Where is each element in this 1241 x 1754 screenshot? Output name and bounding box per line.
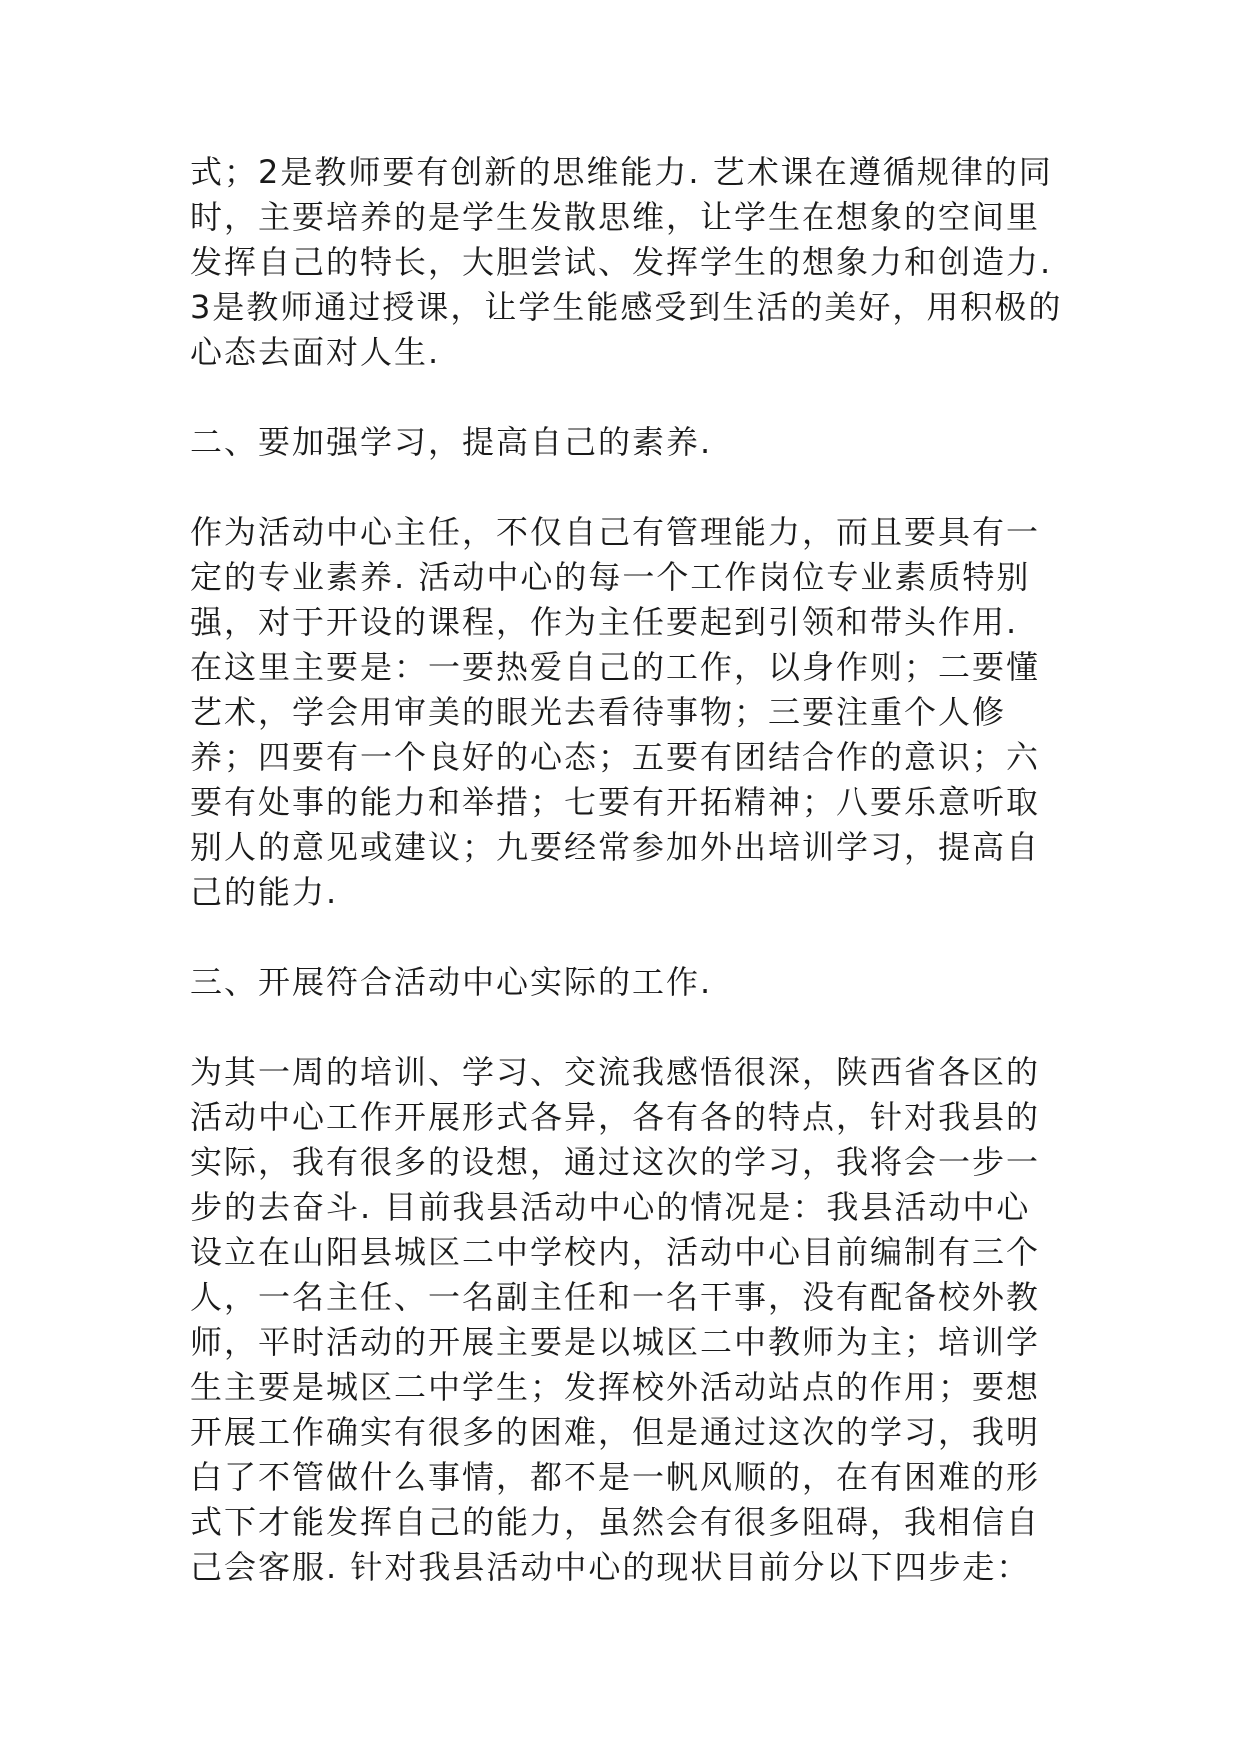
paragraph-spacer <box>190 465 1060 510</box>
paragraph-spacer <box>190 915 1060 960</box>
text-line: 己的能力. <box>190 873 339 911</box>
text-line: 强，对于开设的课程，作为主任要起到引领和带头作用. <box>190 603 1019 641</box>
heading-line: 三、开展符合活动中心实际的工作. <box>190 963 713 1001</box>
text-line: 实际，我有很多的设想，通过这次的学习，我将会一步一 <box>190 1143 1041 1181</box>
text-line: 式；2是教师要有创新的思维能力. 艺术课在遵循规律的同 <box>190 153 1053 191</box>
text-line: 定的专业素养. 活动中心的每一个工作岗位专业素质特别 <box>190 558 1031 596</box>
text-line: 开展工作确实有很多的困难，但是通过这次的学习，我明 <box>190 1413 1041 1451</box>
text-line: 在这里主要是：一要热爱自己的工作，以身作则；二要懂 <box>190 648 1041 686</box>
text-line: 白了不管做什么事情，都不是一帆风顺的，在有困难的形 <box>190 1458 1041 1496</box>
text-line: 人，一名主任、一名副主任和一名干事，没有配备校外教 <box>190 1278 1041 1316</box>
paragraph-1 <box>190 150 1063 375</box>
text-line: 3是教师通过授课，让学生能感受到生活的美好，用积极的 <box>190 288 1063 326</box>
paragraph-2 <box>190 510 1060 915</box>
text-line: 作为活动中心主任，不仅自己有管理能力，而且要具有一 <box>190 513 1041 551</box>
text-line: 要有处事的能力和举措；七要有开拓精神；八要乐意听取 <box>190 783 1041 821</box>
text-line: 心态去面对人生. <box>190 333 441 371</box>
paragraph-3 <box>190 1050 1060 1590</box>
heading-line: 二、要加强学习，提高自己的素养. <box>190 423 713 461</box>
text-line: 发挥自己的特长，大胆尝试、发挥学生的想象力和创造力. <box>190 243 1053 281</box>
section-heading-2 <box>190 420 1060 465</box>
section-heading-3 <box>190 960 1060 1005</box>
text-line: 为其一周的培训、学习、交流我感悟很深，陕西省各区的 <box>190 1053 1041 1091</box>
text-line: 养；四要有一个良好的心态；五要有团结合作的意识；六 <box>190 738 1041 776</box>
paragraph-spacer <box>190 1005 1060 1050</box>
text-line: 生主要是城区二中学生；发挥校外活动站点的作用；要想 <box>190 1368 1041 1406</box>
text-line: 设立在山阳县城区二中学校内，活动中心目前编制有三个 <box>190 1233 1041 1271</box>
text-line: 式下才能发挥自己的能力，虽然会有很多阻碍，我相信自 <box>190 1503 1041 1541</box>
text-line: 步的去奋斗. 目前我县活动中心的情况是：我县活动中心 <box>190 1188 1031 1226</box>
text-line: 己会客服. 针对我县活动中心的现状目前分以下四步走： <box>190 1548 1031 1586</box>
document-body <box>190 150 1063 1590</box>
text-line: 师，平时活动的开展主要是以城区二中教师为主；培训学 <box>190 1323 1041 1361</box>
text-line: 别人的意见或建议；九要经常参加外出培训学习，提高自 <box>190 828 1041 866</box>
text-line: 活动中心工作开展形式各异，各有各的特点，针对我县的 <box>190 1098 1041 1136</box>
text-line: 艺术，学会用审美的眼光去看待事物；三要注重个人修 <box>190 693 1007 731</box>
text-line: 时，主要培养的是学生发散思维，让学生在想象的空间里 <box>190 198 1041 236</box>
paragraph-spacer <box>190 375 1060 420</box>
